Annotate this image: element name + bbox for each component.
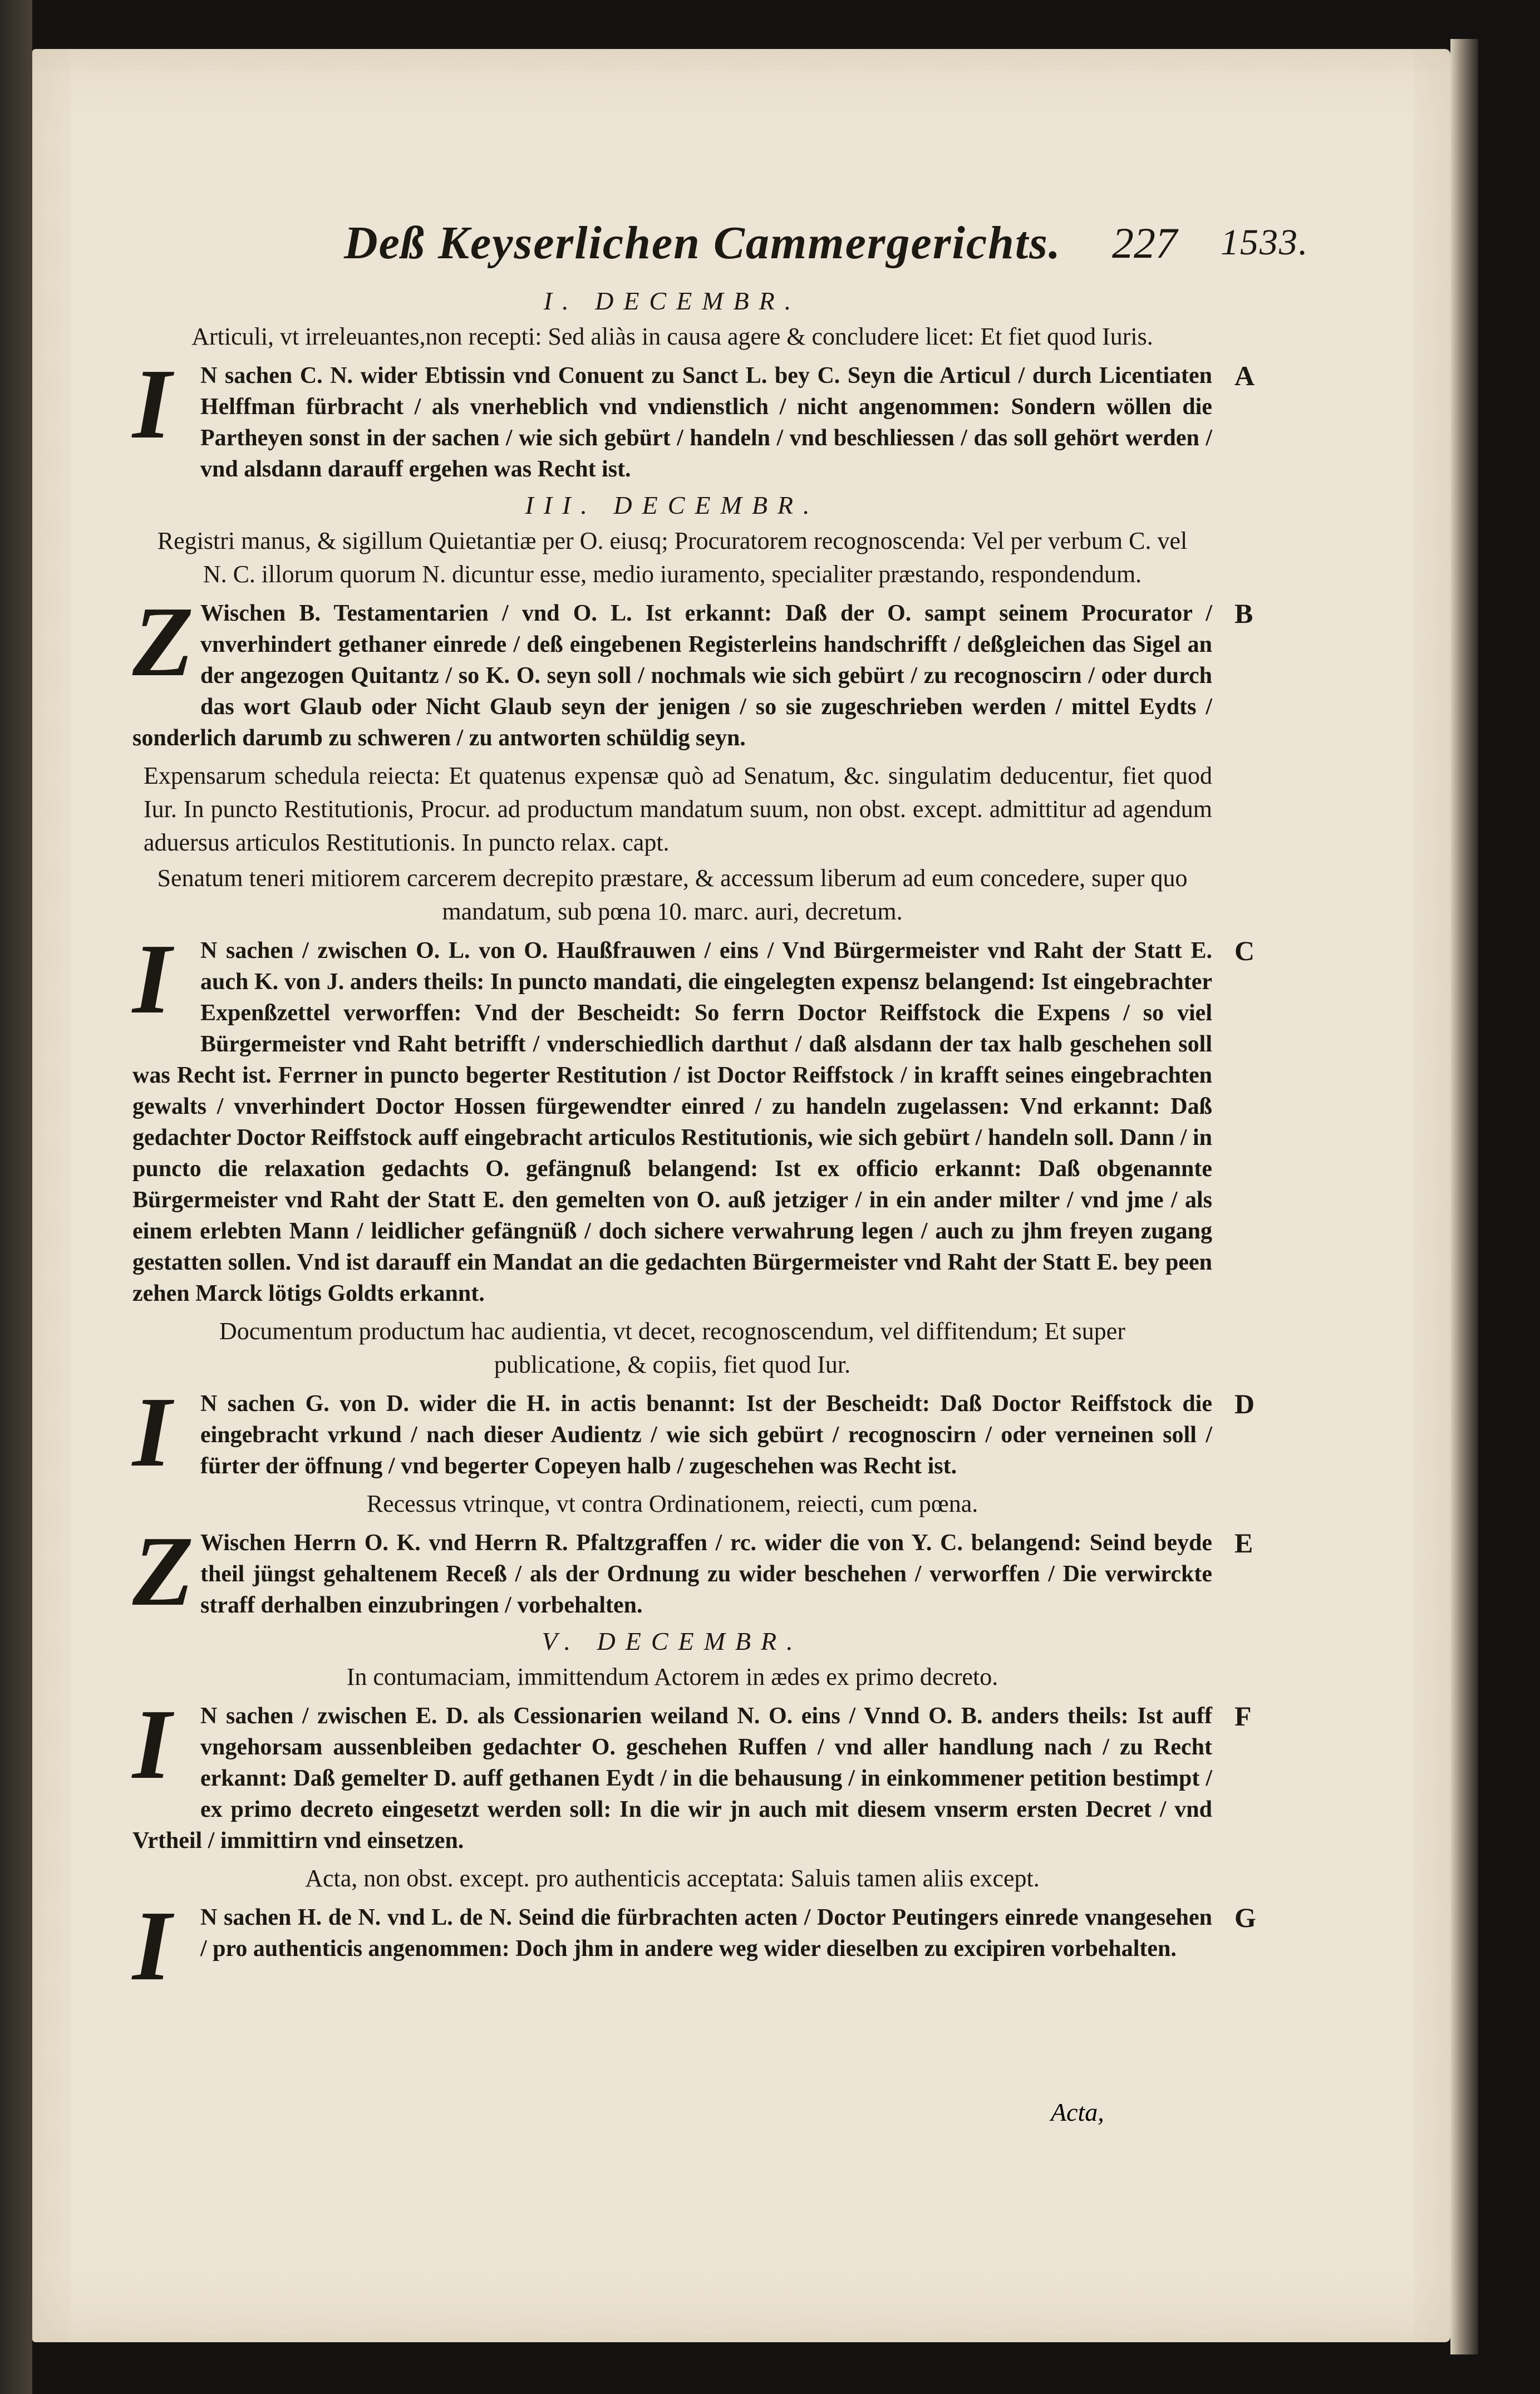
date-heading: I. DECEMBR. xyxy=(543,287,801,315)
german-judgment xyxy=(132,1890,1256,2001)
margin-letter: D xyxy=(1234,1388,1255,1419)
latin-ruling: Articuli, vt irreleuantes,non recepti: Sed aliàs in causa agere & concludere licet: Et fiet quod Iuris. xyxy=(191,323,1153,350)
latin-ruling: Recessus vtrinque, vt contra Ordinationem, reiecti, cum pœna. xyxy=(366,1490,978,1517)
margin-letter: B xyxy=(1234,598,1253,629)
page-edge xyxy=(1450,39,1478,2354)
german-judgment xyxy=(132,1516,1253,1626)
german-judgment xyxy=(132,348,1255,485)
decorated-initial: I xyxy=(132,348,172,459)
latin-ruling: Expensarum schedula reiecta: Et quatenus expensæ quò ad Senatum, &c. singulatim deducentur, fiet quod Iur. In puncto Restitutionis, Procur. ad productum mandatum suum, non obst. except. admittitur ad agendum aduersus articulos Restitutionis. In puncto relax. capt. xyxy=(144,762,1212,856)
date-heading: III. DECEMBR. xyxy=(525,491,820,519)
decorated-initial: I xyxy=(132,1890,172,2001)
page-text xyxy=(132,216,1309,2001)
judgment-text: Wischen Herrn O. K. vnd Herrn R. Pfaltzgraffen / rc. wider die von Y. C. belangend: Seind beyde theil jüngst gehaltenem Receß / als der Ordnung zu wider beschehen / verworffen / Die verwirckte straff derhalben einzubringen / vorbehalten. xyxy=(200,1530,1212,1618)
margin-letter: C xyxy=(1234,935,1255,966)
latin-ruling: Documentum productum hac audientia, vt decet, recognoscendum, vel diffitendum; Et super publicatione, & copiis, fiet quod Iur. xyxy=(219,1318,1125,1378)
margin-letter: G xyxy=(1234,1902,1256,1933)
judgment-text: N sachen / zwischen O. L. von O. Haußfrauwen / eins / Vnd Bürgermeister vnd Raht der Statt E. auch K. von J. anders theils: In puncto mandati, die eingelegten expensz belangend: Ist eingebrachter Expenßzettel verworffen: Vnd der Bescheidt: So ferrn Doctor Reiffstock die Expens / so viel Bürgermeister vnd Raht betrifft / vnderschiedlich darthut / daß alsdann der tax halb geschehen soll was Recht ist. Ferrner in puncto begerter Restitution / ist Doctor Reiffstock / in krafft seines eingebrachten gewalts / vnverhindert Doctor Hossen fürgewendter einred / zu handeln zugelassen: Vnd erkannt: Daß gedachter Doctor Reiffstock auff eingebracht articulos Restitutionis, wie sich gebürt / handeln soll. Dann / in puncto die relaxation gedachts O. gefängnuß belangend: Ist ex officio erkannt: Daß obgenannte Bürgermeister vnd Raht der Statt E. den gemelten von O. auß jetziger / in ein ander milter / vnd jme / als einem erlebten Mann / leidlicher gefängnüß / doch sichere verwahrung legen / auch zu jhm freyen zugang gestatten sollen. Vnd ist darauff ein Mandat an die gedachten Bürgermeister vnd Raht der Statt E. bey peen zehen Marck lötigs Goldts erkannt. xyxy=(132,938,1212,1306)
judgment-text: N sachen / zwischen E. D. als Cessionarien weiland N. O. eins / Vnnd O. B. anders theils: Ist auff vngehorsam aussenbleiben gedachter O. geschehen Ruffen / vnd aller handlung nach / zu Recht erkannt: Daß gemelter D. auff gethanen Eydt / in die behausung / in einkommener petition bestimpt / ex primo decreto eingesetzt werden soll: In die wir jn auch mit diesem vnserm ersten Decret / vnd Vrtheil / immittirn vnd einsetzen. xyxy=(132,1703,1212,1854)
latin-ruling: Registri manus, & sigillum Quietantiæ per O. eiusq; Procuratorem recognoscenda: Vel per verbum C. vel N. C. illorum quorum N. dicuntur esse, medio iuramento, specialiter præstando, respondendum. xyxy=(157,527,1188,588)
running-header xyxy=(132,216,1309,283)
decorated-initial: Z xyxy=(132,586,194,697)
judgment-text: Wischen B. Testamentarien / vnd O. L. Ist erkannt: Daß der O. sampt seinem Procurator / vnverhindert gethaner einrede / deß eingebenen Registerleins handschrifft / deßgleichen das Sigel an der angezogen Quitantz / so K. O. seyn soll / nochmals wie sich gebürt / zu recognoscirn / oder durch das wort Glaub oder Nicht Glaub seyn der jenigen / so sie zugeschrieben werden / mittel Eydts / sonderlich darumb zu schweren / zu antworten schüldig seyn. xyxy=(132,601,1212,751)
header-title: Deß Keyserlichen Cammergerichts. xyxy=(344,217,1061,269)
decorated-initial: I xyxy=(132,1689,172,1800)
book-page xyxy=(32,49,1450,2342)
latin-ruling: Senatum teneri mitiorem carcerem decrepito præstare, & accessum liberum ad eum concedere, super quo mandatum, sub pœna 10. marc. auri, decretum. xyxy=(157,864,1188,925)
judgment-text: N sachen C. N. wider Ebtissin vnd Conuent zu Sanct L. bey C. Seyn die Articul / durch Licentiaten Helffman fürbracht / als vnerheblich vnd vndienstlich / nicht angenommen: Sondern wöllen die Partheyen sonst in der sachen / wie sich gebürt / handeln / vnd beschliessen / das soll gehört werden / vnd alsdann darauff ergehen was Recht ist. xyxy=(200,363,1212,482)
german-judgment xyxy=(132,1689,1252,1856)
catchword: Acta, xyxy=(1051,2098,1104,2126)
decorated-initial: I xyxy=(132,923,172,1034)
date-heading: V. DECEMBR. xyxy=(542,1627,803,1655)
german-judgment xyxy=(132,923,1255,1309)
decorated-initial: I xyxy=(132,1377,172,1487)
page-number: 227 xyxy=(1112,219,1177,267)
margin-letter: E xyxy=(1234,1527,1253,1559)
header-year: 1533. xyxy=(1221,222,1309,263)
german-judgment xyxy=(132,586,1253,754)
judgment-text: N sachen H. de N. vnd L. de N. Seind die fürbrachten acten / Doctor Peutingers einrede vnangesehen / pro authenticis angenommen: Doch jhm in andere weg wider dieselben zu excipiren vorbehalten. xyxy=(200,1905,1212,1962)
german-judgment xyxy=(132,1377,1255,1487)
book-gutter xyxy=(0,0,32,2394)
decorated-initial: Z xyxy=(132,1516,194,1626)
judgment-text: N sachen G. von D. wider die H. in actis benannt: Ist der Bescheidt: Daß Doctor Reiffstock die eingebracht vrkund / nach dieser Audientz / wie sich gebürt / recognoscirn / oder verneinen soll / fürter der öffnung / vnd begerter Copeyen halb / zugeschehen was Recht ist. xyxy=(200,1391,1212,1479)
latin-ruling: In contumaciam, immittendum Actorem in ædes ex primo decreto. xyxy=(346,1663,998,1690)
entries xyxy=(132,286,1256,2001)
margin-letter: A xyxy=(1234,360,1255,391)
margin-letter: F xyxy=(1234,1700,1252,1732)
latin-ruling: Acta, non obst. except. pro authenticis acceptata: Saluis tamen aliis except. xyxy=(305,1865,1040,1892)
